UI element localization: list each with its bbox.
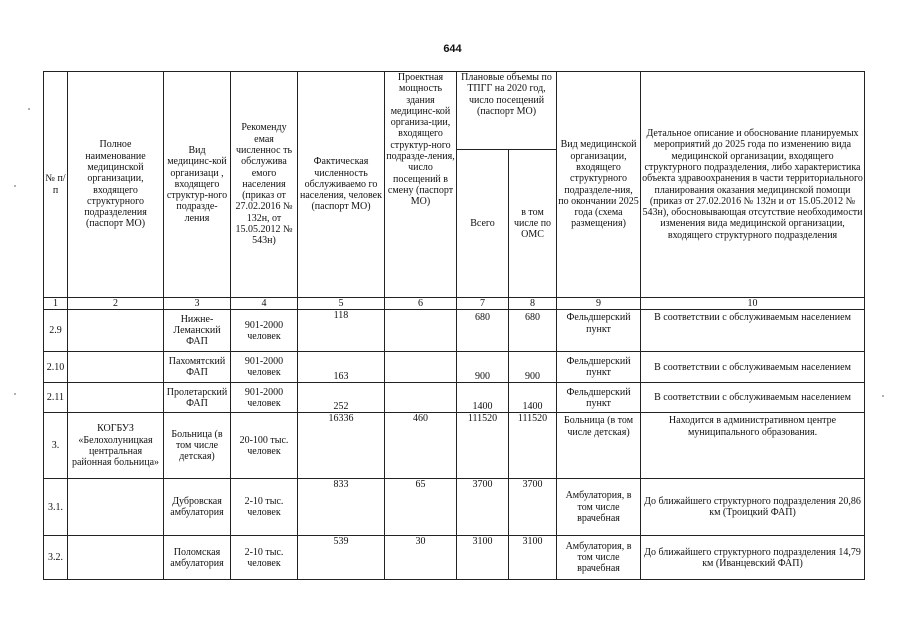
column-number: 4 [231,298,298,310]
table-row [44,536,865,580]
row-description: В соответствии с обслуживаемым населением [641,383,865,413]
header-row [44,72,865,150]
row-total: 3700 [457,479,509,536]
row-kind-2025: Больница (в том числе детская) [557,413,641,479]
column-number: 3 [164,298,231,310]
row-kind: Пролетарский ФАП [164,383,231,413]
row-oms: 900 [509,352,557,383]
column-number: 10 [641,298,865,310]
row-description: До ближайшего структурного подразделения 20,86 км (Троицкий ФАП) [641,479,865,536]
table-row [44,413,865,479]
row-actual: 539 [298,536,385,580]
scan-speck [28,108,30,110]
row-recommended: 2-10 тыс. человек [231,536,298,580]
row-description: В соответствии с обслуживаемым населением [641,310,865,352]
row-num: 3.2. [44,536,68,580]
row-capacity: 460 [385,413,457,479]
table-row [44,479,865,536]
row-kind: Поломская амбулатория [164,536,231,580]
header-capacity: Проектная мощность здания медицинс-кой организа-ции, входящего структур-ного подразде-ления, число посещений в смену (паспорт МО) [385,72,457,298]
row-total: 1400 [457,383,509,413]
row-name [68,383,164,413]
row-kind: Дубровская амбулатория [164,479,231,536]
table-row [44,310,865,352]
table-row [44,383,865,413]
row-num: 2.11 [44,383,68,413]
row-capacity [385,352,457,383]
row-kind-2025: Фельдшерский пункт [557,310,641,352]
page-number: 644 [443,43,462,55]
table-row [44,352,865,383]
row-oms: 3100 [509,536,557,580]
row-capacity: 65 [385,479,457,536]
column-number: 5 [298,298,385,310]
row-num: 3. [44,413,68,479]
row-kind: Пахомятский ФАП [164,352,231,383]
row-num: 2.10 [44,352,68,383]
header-kind-2025: Вид медицинской организации, входящего структурного подразделе-ния, по окончании 2025 года (схема размещения) [557,72,641,298]
header-kind: Вид медицинс-кой организаци , входящего структур-ного подразде-ления [164,72,231,298]
row-description: До ближайшего структурного подразделения 14,79 км (Иванцевский ФАП) [641,536,865,580]
row-name [68,310,164,352]
row-oms: 680 [509,310,557,352]
row-kind-2025: Амбулатория, в том числе врачебная [557,479,641,536]
row-capacity [385,310,457,352]
column-number: 6 [385,298,457,310]
scan-speck [882,395,884,397]
row-total: 3100 [457,536,509,580]
row-description: В соответствии с обслуживаемым населением [641,352,865,383]
header-planned-volumes: Плановые объемы по ТПГГ на 2020 год, число посещений (паспорт МО) [457,72,557,150]
row-actual: 163 [298,352,385,383]
row-oms: 3700 [509,479,557,536]
header-num: № п/п [44,72,68,298]
row-capacity [385,383,457,413]
row-kind-2025: Фельдшерский пункт [557,352,641,383]
row-kind: Нижне-Леманский ФАП [164,310,231,352]
column-number: 7 [457,298,509,310]
header-description: Детальное описание и обоснование планируемых мероприятий до 2025 года по изменению вида медицинской организации, входящего структурного подразделения, либо характеристика объекта здравоохранения в части территориального планирования оказания медицинской помощи (приказ от 27.02.2016 № 132н и от 15.05.2012 № 543н), обосновывающая отсутствие необходимости изменения вида медицинской организации, входящего структурного подразделения [641,72,865,298]
row-kind-2025: Фельдшерский пункт [557,383,641,413]
row-name [68,536,164,580]
row-oms: 111520 [509,413,557,479]
row-kind: Больница (в том числе детская) [164,413,231,479]
row-total: 900 [457,352,509,383]
row-recommended: 2-10 тыс. человек [231,479,298,536]
column-number: 9 [557,298,641,310]
row-name: КОГБУЗ «Белохолуницкая центральная районная больница» [68,413,164,479]
row-total: 111520 [457,413,509,479]
row-kind-2025: Амбулатория, в том числе врачебная [557,536,641,580]
row-recommended: 901-2000 человек [231,310,298,352]
row-recommended: 901-2000 человек [231,352,298,383]
column-number: 2 [68,298,164,310]
header-name: Полное наименование медицинской организации, входящего структурного подразделения (паспорт МО) [68,72,164,298]
scan-speck [14,185,16,187]
header-recommended: Рекоменду емая численнос ть обслужива емого населения (приказ от 27.02.2016 № 132н, от 15.05.2012 № 543н) [231,72,298,298]
column-number: 8 [509,298,557,310]
row-name [68,479,164,536]
row-oms: 1400 [509,383,557,413]
row-description: Находится в административном центре муниципального образования. [641,413,865,479]
facility-table [43,71,865,580]
column-number-row [44,298,865,310]
header-actual: Фактическая численность обслуживаемо го населения, человек (паспорт МО) [298,72,385,298]
row-total: 680 [457,310,509,352]
scan-speck [14,393,16,395]
row-recommended: 20-100 тыс. человек [231,413,298,479]
row-capacity: 30 [385,536,457,580]
column-number: 1 [44,298,68,310]
header-total: Всего [457,150,509,298]
row-actual: 16336 [298,413,385,479]
row-num: 3.1. [44,479,68,536]
row-actual: 118 [298,310,385,352]
row-recommended: 901-2000 человек [231,383,298,413]
header-oms: в том числе по ОМС [509,150,557,298]
row-actual: 252 [298,383,385,413]
row-name [68,352,164,383]
row-num: 2.9 [44,310,68,352]
row-actual: 833 [298,479,385,536]
